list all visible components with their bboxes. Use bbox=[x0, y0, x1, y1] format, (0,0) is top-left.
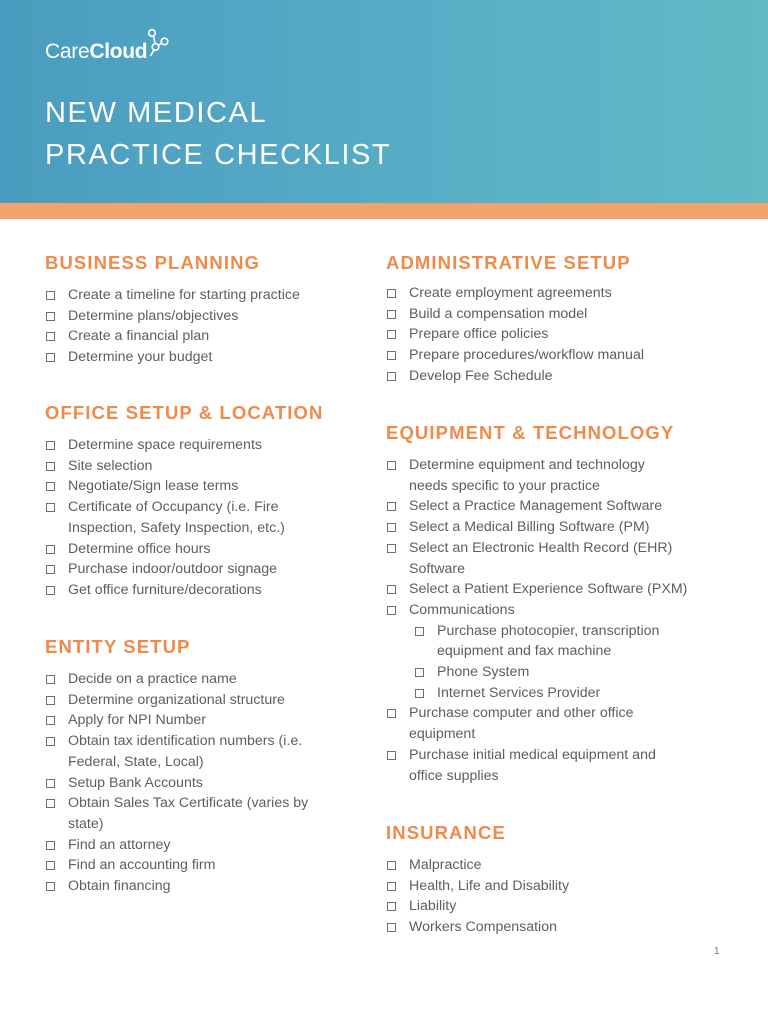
checkbox-icon[interactable] bbox=[46, 291, 55, 300]
checkbox-icon[interactable] bbox=[387, 861, 396, 870]
checkbox-icon[interactable] bbox=[387, 330, 396, 339]
checklist-item[interactable]: Obtain tax identification numbers (i.e. Federal, State, Local) bbox=[45, 731, 317, 772]
checklist-item[interactable]: Create employment agreements bbox=[386, 283, 726, 304]
checkbox-icon[interactable] bbox=[46, 737, 55, 746]
checkbox-icon[interactable] bbox=[46, 482, 55, 491]
section-heading: EQUIPMENT & TECHNOLOGY bbox=[386, 422, 675, 443]
section-administrative-setup bbox=[386, 252, 726, 387]
checklist-item[interactable]: Prepare office policies bbox=[386, 324, 726, 345]
checklist-item[interactable]: Select an Electronic Health Record (EHR) Software bbox=[386, 538, 686, 579]
checkbox-icon[interactable] bbox=[387, 585, 396, 594]
checkbox-icon[interactable] bbox=[387, 310, 396, 319]
checklist-item[interactable]: Determine office hours bbox=[45, 539, 345, 560]
checklist-item[interactable]: Select a Patient Experience Software (PXM) bbox=[386, 579, 726, 600]
checkbox-icon[interactable] bbox=[387, 544, 396, 553]
checklist-item[interactable]: Obtain financing bbox=[45, 876, 345, 897]
checkbox-icon[interactable] bbox=[387, 606, 396, 615]
checklist-item[interactable]: Malpractice bbox=[386, 855, 726, 876]
checkbox-icon[interactable] bbox=[46, 696, 55, 705]
checklist-subitem[interactable]: Phone System bbox=[386, 662, 726, 683]
checkbox-icon[interactable] bbox=[387, 523, 396, 532]
header-banner bbox=[0, 0, 768, 203]
checkbox-icon[interactable] bbox=[387, 372, 396, 381]
checklist-item[interactable]: Find an accounting firm bbox=[45, 855, 345, 876]
accent-stripe bbox=[0, 203, 768, 219]
checklist-item[interactable]: Select a Practice Management Software bbox=[386, 496, 726, 517]
checklist-item[interactable]: Prepare procedures/workflow manual bbox=[386, 345, 726, 366]
checklist-item[interactable]: Get office furniture/decorations bbox=[45, 580, 345, 601]
checkbox-icon[interactable] bbox=[46, 882, 55, 891]
section-business-planning bbox=[45, 252, 345, 368]
checkbox-icon[interactable] bbox=[46, 799, 55, 808]
checklist-item[interactable]: Determine plans/objectives bbox=[45, 306, 345, 327]
checklist-item[interactable]: Determine equipment and technology needs specific to your practice bbox=[386, 455, 676, 496]
checkbox-icon[interactable] bbox=[415, 627, 424, 636]
checklist-subitem[interactable]: Internet Services Provider bbox=[386, 683, 726, 704]
checklist-item[interactable]: Certificate of Occupancy (i.e. Fire Inspection, Safety Inspection, etc.) bbox=[45, 497, 307, 538]
checkbox-icon[interactable] bbox=[46, 312, 55, 321]
checkbox-icon[interactable] bbox=[387, 902, 396, 911]
checklist bbox=[45, 285, 345, 368]
checklist-item[interactable]: Purchase indoor/outdoor signage bbox=[45, 559, 345, 580]
section-insurance bbox=[386, 822, 726, 938]
checklist-item[interactable]: Find an attorney bbox=[45, 835, 345, 856]
checkbox-icon[interactable] bbox=[46, 586, 55, 595]
checkbox-icon[interactable] bbox=[387, 751, 396, 760]
checklist-item[interactable]: Determine space requirements bbox=[45, 435, 345, 456]
checkbox-icon[interactable] bbox=[387, 923, 396, 932]
section-entity-setup bbox=[45, 636, 345, 897]
checkbox-icon[interactable] bbox=[46, 861, 55, 870]
checklist-item[interactable]: Site selection bbox=[45, 456, 345, 477]
section-heading: OFFICE SETUP & LOCATION bbox=[45, 402, 324, 423]
checklist-item[interactable]: Develop Fee Schedule bbox=[386, 366, 726, 387]
checklist bbox=[386, 455, 726, 786]
checklist-item[interactable]: Health, Life and Disability bbox=[386, 876, 726, 897]
checkbox-icon[interactable] bbox=[415, 668, 424, 677]
checklist-item[interactable]: Build a compensation model bbox=[386, 304, 726, 325]
checklist bbox=[45, 435, 345, 601]
checklist-item[interactable]: Create a timeline for starting practice bbox=[45, 285, 345, 306]
checkbox-icon[interactable] bbox=[46, 545, 55, 554]
checkbox-icon[interactable] bbox=[387, 882, 396, 891]
checkbox-icon[interactable] bbox=[387, 289, 396, 298]
page-title bbox=[45, 92, 391, 176]
checklist-item[interactable]: Decide on a practice name bbox=[45, 669, 345, 690]
checklist-item[interactable]: Setup Bank Accounts bbox=[45, 773, 345, 794]
checkbox-icon[interactable] bbox=[46, 565, 55, 574]
section-equipment-technology bbox=[386, 422, 726, 786]
checklist-item[interactable]: Select a Medical Billing Software (PM) bbox=[386, 517, 726, 538]
checklist bbox=[386, 855, 726, 938]
checkbox-icon[interactable] bbox=[46, 841, 55, 850]
checklist-item[interactable]: Purchase computer and other office equipment bbox=[386, 703, 666, 744]
checkbox-icon[interactable] bbox=[46, 503, 55, 512]
checkbox-icon[interactable] bbox=[46, 332, 55, 341]
checkbox-icon[interactable] bbox=[46, 675, 55, 684]
checkbox-icon[interactable] bbox=[46, 441, 55, 450]
checklist-item[interactable]: Workers Compensation bbox=[386, 917, 726, 938]
checkbox-icon[interactable] bbox=[387, 351, 396, 360]
checkbox-icon[interactable] bbox=[415, 689, 424, 698]
section-heading: INSURANCE bbox=[386, 822, 506, 843]
checklist-item[interactable]: Liability bbox=[386, 896, 726, 917]
checkbox-icon[interactable] bbox=[46, 716, 55, 725]
title-line-1: NEW MEDICAL bbox=[45, 97, 268, 129]
logo-wordmark: CareCloud bbox=[45, 40, 148, 63]
checklist-item[interactable]: Determine organizational structure bbox=[45, 690, 345, 711]
checklist-item[interactable]: Communications bbox=[386, 600, 726, 621]
checklist bbox=[386, 283, 726, 387]
checkbox-icon[interactable] bbox=[46, 462, 55, 471]
section-heading: ADMINISTRATIVE SETUP bbox=[386, 252, 631, 273]
checklist-item[interactable]: Obtain Sales Tax Certificate (varies by state) bbox=[45, 793, 320, 834]
title-line-2: PRACTICE CHECKLIST bbox=[45, 139, 392, 171]
checkbox-icon[interactable] bbox=[46, 353, 55, 362]
page-number: 1 bbox=[714, 946, 720, 957]
carecloud-logo bbox=[45, 28, 147, 68]
checklist-item[interactable]: Determine your budget bbox=[45, 347, 345, 368]
molecule-icon bbox=[145, 28, 171, 62]
checkbox-icon[interactable] bbox=[387, 709, 396, 718]
checklist-item[interactable]: Apply for NPI Number bbox=[45, 710, 345, 731]
checkbox-icon[interactable] bbox=[46, 779, 55, 788]
checklist bbox=[45, 669, 345, 897]
checklist-item[interactable]: Purchase initial medical equipment and office supplies bbox=[386, 745, 686, 786]
checklist-item[interactable]: Negotiate/Sign lease terms bbox=[45, 476, 345, 497]
section-heading: ENTITY SETUP bbox=[45, 636, 191, 657]
section-office-setup bbox=[45, 402, 345, 601]
checkbox-icon[interactable] bbox=[387, 502, 396, 511]
checklist-item[interactable]: Create a financial plan bbox=[45, 326, 345, 347]
checkbox-icon[interactable] bbox=[387, 461, 396, 470]
checklist-subitem[interactable]: Purchase photocopier, transcription equipment and fax machine bbox=[386, 621, 696, 662]
section-heading: BUSINESS PLANNING bbox=[45, 252, 261, 273]
